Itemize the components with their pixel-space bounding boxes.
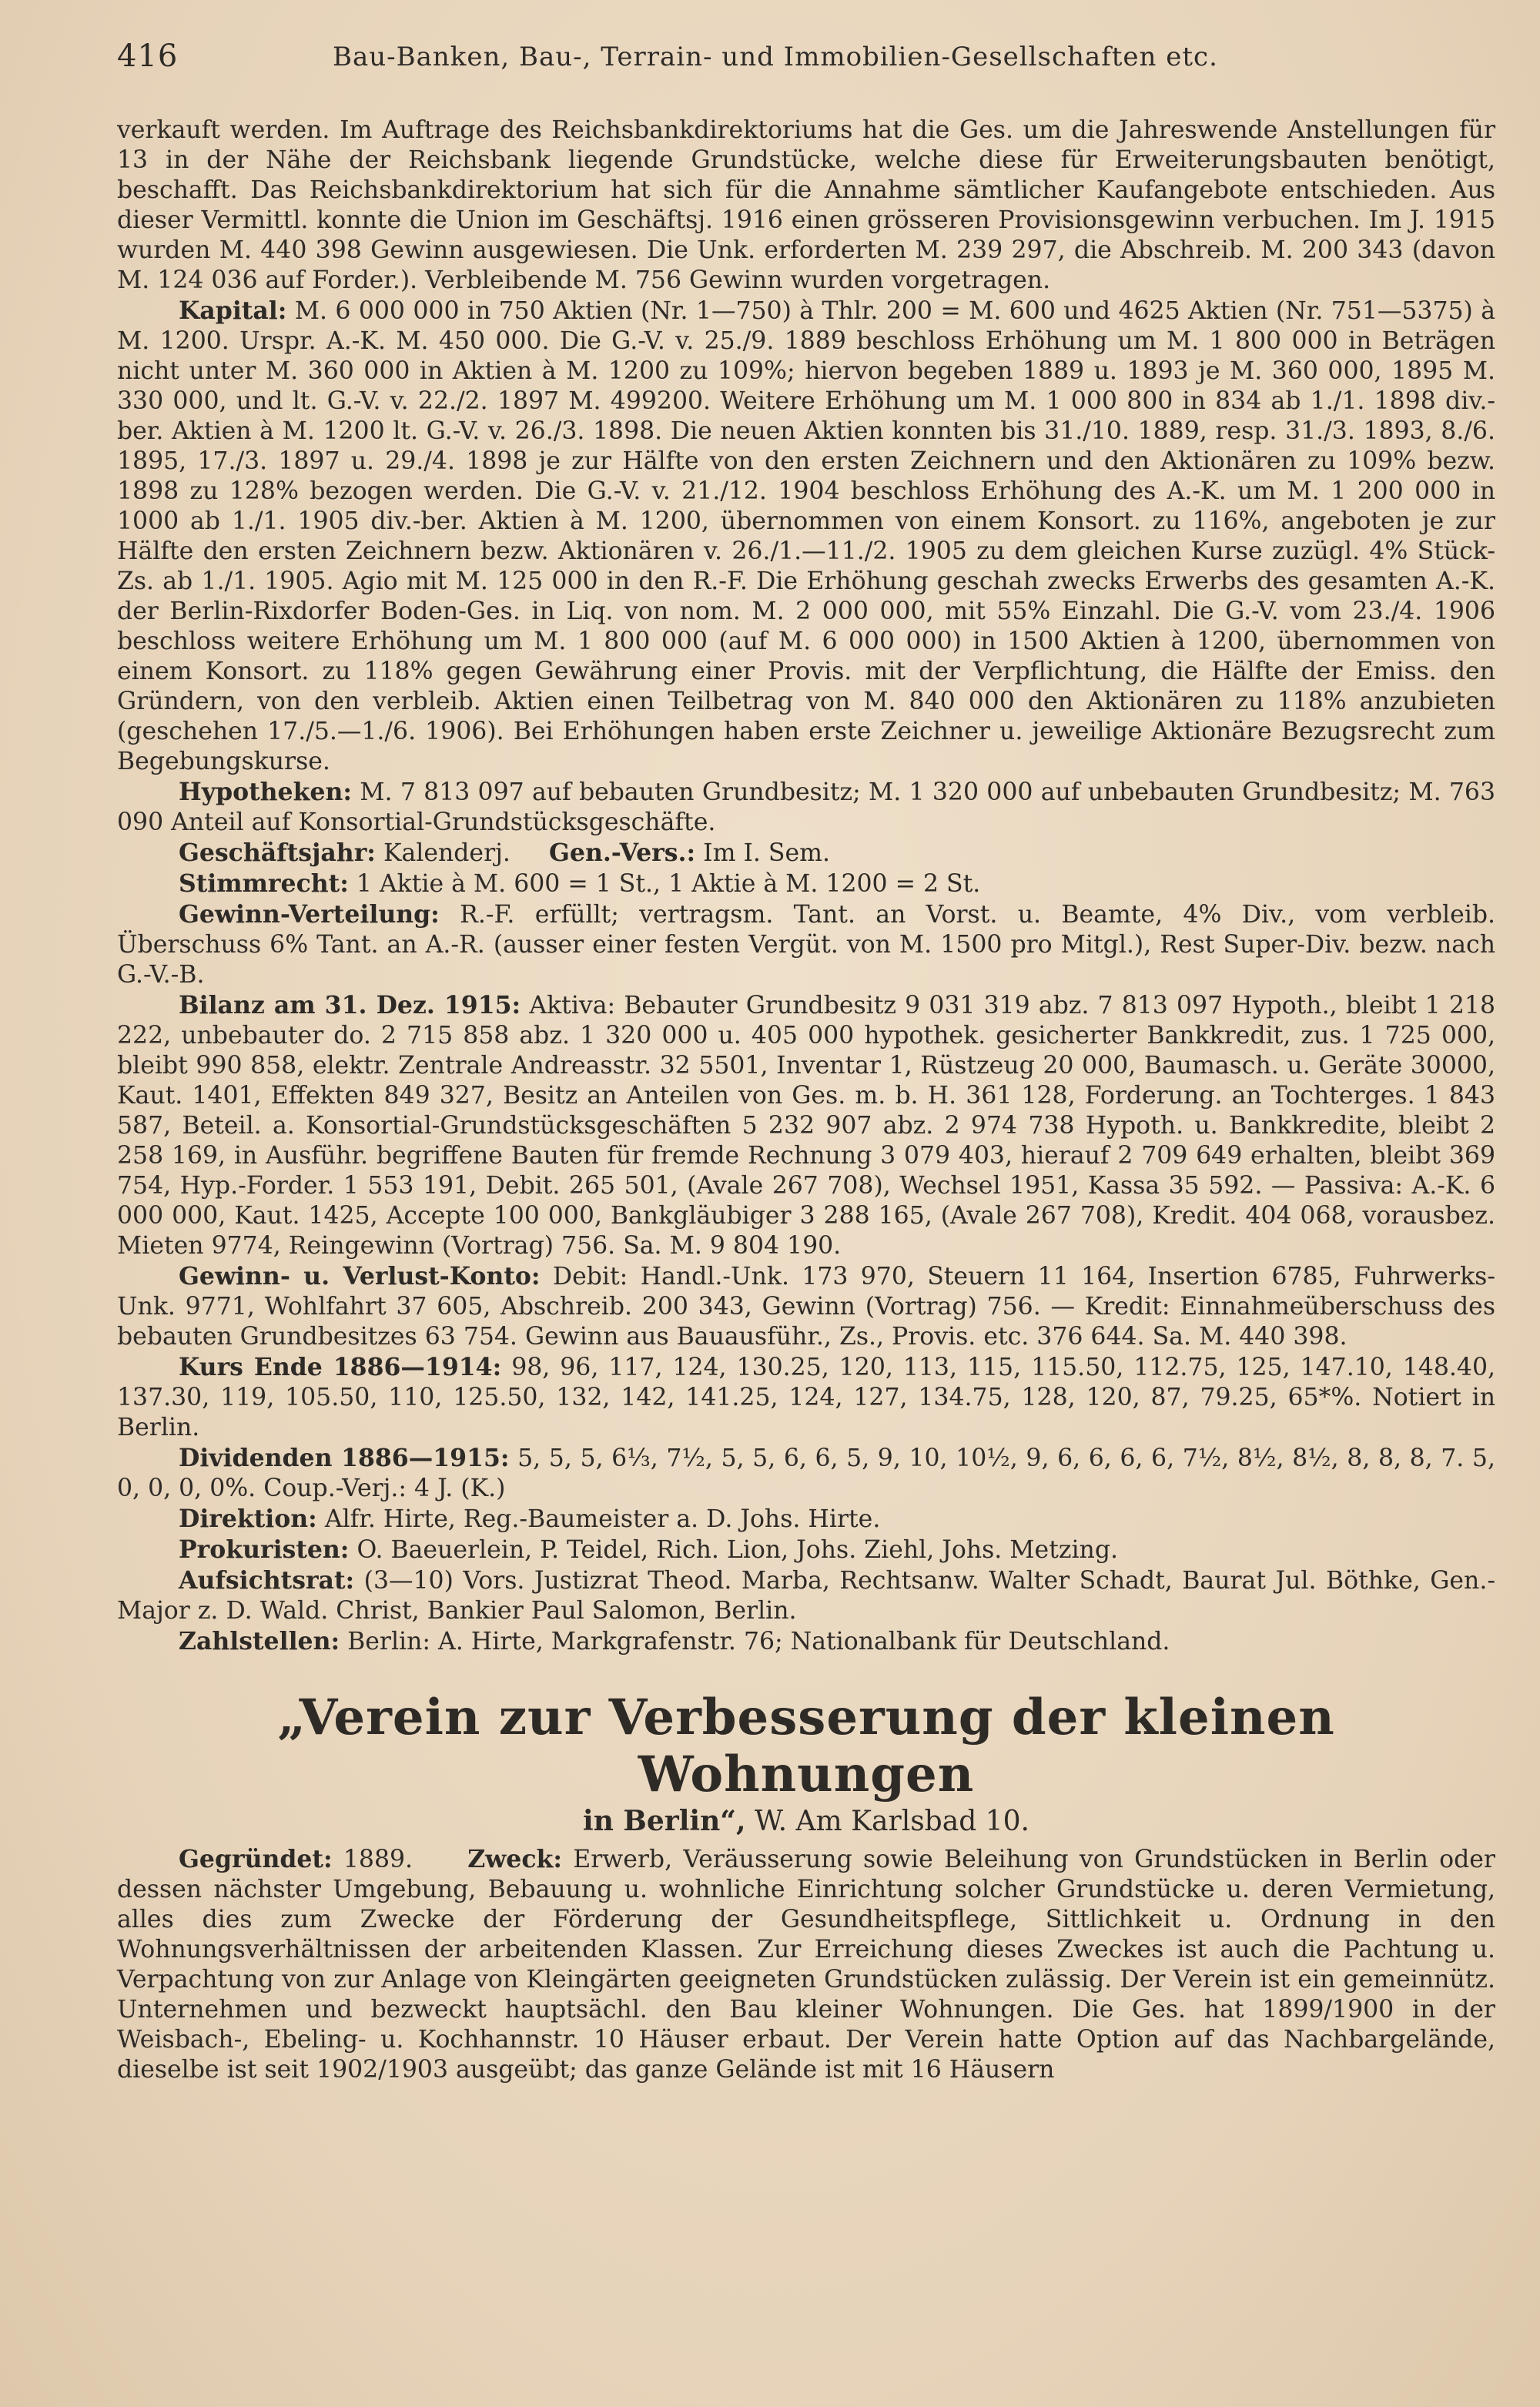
aufsichtsrat-entry — [117, 1565, 1495, 1626]
dividenden-entry — [117, 1443, 1495, 1504]
page-body — [117, 115, 1495, 2085]
geschaeftsjahr-label: Geschäftsjahr: — [179, 839, 376, 867]
geschaeftsjahr-entry — [117, 838, 1495, 869]
intro-paragraph: verkauft werden. Im Auftrage des Reichsbankdirektoriums hat die Ges. um die Jahreswende Anstellungen für 13 in der Nähe der Reichsbank liegende Grundstücke, welche diese für Erweiterungsbauten benötigt, beschafft. Das Reichsbankdirektorium hat sich für die Annahme sämtlicher Kaufangebote entschieden. Aus dieser Vermittl. konnte die Union im Geschäftsj. 1916 einen grösseren Provisionsgewinn verbuchen. Im J. 1915 wurden M. 440 398 Gewinn ausgewiesen. Die Unk. erforderten M. 239 297, die Abschreib. M. 200 343 (davon M. 124 036 auf Forder.). Verbleibende M. 756 Gewinn wurden vorgetragen. — [117, 116, 1495, 294]
running-title: Bau-Banken, Bau-, Terrain- und Immobilien-Gesellschaften etc. — [333, 42, 1218, 72]
kurs-entry — [117, 1352, 1495, 1443]
verein-entry — [117, 1844, 1495, 2085]
bilanz-entry — [117, 990, 1495, 1261]
zahlstellen-label: Zahlstellen: — [179, 1627, 340, 1655]
bilanz-text: Aktiva: Bebauter Grundbesitz 9 031 319 abz. 7 813 097 Hypoth., bleibt 1 218 222, unbebauter do. 2 715 858 abz. 1 320 000 u. 405 000 hypothek. gesicherter Bankkredit, zus. 1 725 000, bleibt 990 858, elektr. Zentrale Andreasstr. 32 5501, Inventar 1, Rüstzeug 20 000, Baumasch. u. Geräte 30000, Kaut. 1401, Effekten 849 327, Besitz an Anteilen von Ges. m. b. H. 361 128, Forderung. an Tochterges. 1 843 587, Beteil. a. Konsortial-Grundstücksgeschäften 5 232 907 abz. 2 974 738 Hypoth. u. Bankkredite, bleibt 2 258 169, in Ausführ. begriffene Bauten für fremde Rechnung 3 079 403, hierauf 2 709 649 erhalten, bleibt 369 754, Hyp.-Forder. 1 553 191, Debit. 265 501, (Avale 267 708), Wechsel 1951, Kassa 35 592. — Passiva: A.-K. 6 000 000, Kaut. 1425, Accepte 100 000, Bankgläubiger 3 288 165, (Avale 267 708), Kredit. 404 068, vorausbez. Mieten 9774, Reingewinn (Vortrag) 756. Sa. M. 9 804 190. — [117, 992, 1495, 1260]
aufsichtsrat-text: (3—10) Vors. Justizrat Theod. Marba, Rechtsanw. Walter Schadt, Baurat Jul. Böthke, Gen.-Major z. D. Wald. Christ, Bankier Paul Salomon, Berlin. — [117, 1567, 1495, 1625]
stimmrecht-text: 1 Aktie à M. 600 = 1 St., 1 Aktie à M. 1200 = 2 St. — [356, 870, 981, 898]
kapital-label: Kapital: — [179, 296, 287, 325]
hypotheken-text: M. 7 813 097 auf bebauten Grundbesitz; M. 1 320 000 auf unbebauten Grundbesitz; M. 763 090 Anteil auf Konsortial-Grundstücksgeschäfte. — [117, 778, 1495, 836]
direktion-text: Alfr. Hirte, Reg.-Baumeister a. D. Johs. Hirte. — [324, 1505, 881, 1533]
guv-entry — [117, 1261, 1495, 1352]
guv-label: Gewinn- u. Verlust-Konto: — [179, 1262, 541, 1291]
section-title: „Verein zur Verbesserung der kleinen Wohnungen — [277, 1689, 1335, 1803]
guv-text: Debit: Handl.-Unk. 173 970, Steuern 11 164, Insertion 6785, Fuhrwerks-Unk. 9771, Wohlfahrt 37 605, Abschreib. 200 343, Gewinn (Vortrag) 756. — Kredit: Einnahmeüberschuss des bebauten Grundbesitzes 63 754. Gewinn aus Bauausführ., Zs., Provis. etc. 376 644. Sa. M. 440 398. — [117, 1263, 1495, 1351]
hypotheken-entry — [117, 777, 1495, 838]
kapital-text: M. 6 000 000 in 750 Aktien (Nr. 1—750) à Thlr. 200 = M. 600 und 4625 Aktien (Nr. 751—5375) à M. 1200. Urspr. A.-K. M. 450 000. Die G.-V. v. 25./9. 1889 beschloss Erhöhung um M. 1 800 000 in Beträgen nicht unter M. 360 000 in Aktien à M. 1200 zu 109%; hiervon begeben 1889 u. 1893 je M. 360 000, 1895 M. 330 000, und lt. G.-V. v. 22./2. 1897 M. 499200. Weitere Erhöhung um M. 1 000 800 in 834 ab 1./1. 1898 div.-ber. Aktien à M. 1200 lt. G.-V. v. 26./3. 1898. Die neuen Aktien konnten bis 31./10. 1889, resp. 31./3. 1893, 8./6. 1895, 17./3. 1897 u. 29./4. 1898 je zur Hälfte von den ersten Zeichnern und den Aktionären zu 109% bezw. 1898 zu 128% bezogen werden. Die G.-V. v. 21./12. 1904 beschloss Erhöhung des A.-K. um M. 1 200 000 in 1000 ab 1./1. 1905 div.-ber. Aktien à M. 1200, übernommen von einem Konsort. zu 116%, angeboten je zur Hälfte den ersten Zeichnern bezw. Aktionären v. 26./1.—11./2. 1905 zu dem gleichen Kurse zuzügl. 4% Stück-Zs. ab 1./1. 1905. Agio mit M. 125 000 in den R.-F. Die Erhöhung geschah zwecks Erwerbs des gesamten A.-K. der Berlin-Rixdorfer Boden-Ges. in Liq. von nom. M. 2 000 000, mit 55% Einzahl. Die G.-V. vom 23./4. 1906 beschloss weitere Erhöhung um M. 1 800 000 (auf M. 6 000 000) in 1500 Aktien à 1200, übernommen von einem Konsort. zu 118% gegen Gewährung einer Provis. mit der Verpflichtung, die Hälfte der Emiss. den Gründern, von den verbleib. Aktien einen Teilbetrag von M. 840 000 den Aktionären zu 118% anzubieten (geschehen 17./5.—1./6. 1906). Bei Erhöhungen haben erste Zeichner u. jeweilige Aktionäre Bezugsrecht zum Begebungskurse. — [117, 297, 1496, 775]
bilanz-label: Bilanz am 31. Dez. 1915: — [179, 991, 521, 1019]
aufsichtsrat-label: Aufsichtsrat: — [179, 1566, 355, 1595]
section-subtitle — [117, 1803, 1495, 1840]
dividenden-label: Dividenden 1886—1915: — [179, 1444, 510, 1472]
kurs-label: Kurs Ende 1886—1914: — [179, 1353, 502, 1381]
stimmrecht-label: Stimmrecht: — [179, 869, 349, 898]
prokuristen-text: O. Baeuerlein, P. Teidel, Rich. Lion, Johs. Ziehl, Johs. Metzing. — [357, 1536, 1118, 1564]
prokuristen-entry — [117, 1535, 1495, 1565]
kapital-entry — [117, 296, 1495, 777]
geschaeftsjahr-text: Kalenderj. — [383, 839, 511, 867]
genvers-text: Im I. Sem. — [703, 839, 831, 867]
page-number: 416 — [117, 38, 179, 74]
dividenden-text: 5, 5, 5, 6⅓, 7½, 5, 5, 6, 6, 5, 9, 10, 10½, 9, 6, 6, 6, 6, 7½, 8½, 8½, 8, 8, 8, 7. 5, 0, 0, 0, 0%. Coup.-Verj.: 4 J. (K.) — [117, 1445, 1495, 1502]
direktion-label: Direktion: — [179, 1505, 317, 1533]
zweck-label: Zweck: — [467, 1845, 562, 1873]
zahlstellen-entry — [117, 1626, 1495, 1657]
gewinnverteilung-label: Gewinn-Verteilung: — [179, 900, 440, 929]
direktion-entry — [117, 1504, 1495, 1535]
page-header — [117, 38, 1494, 85]
gegruendet-text: 1889. — [343, 1846, 413, 1873]
gewinnverteilung-text: R.-F. erfüllt; vertragsm. Tant. an Vorst. u. Beamte, 4% Div., vom verbleib. Überschuss 6% Tant. an A.-R. (ausser einer festen Vergüt. von M. 1500 pro Mitgl.), Rest Super-Div. bezw. nach G.-V.-B. — [117, 901, 1496, 989]
gewinnverteilung-entry — [117, 899, 1495, 990]
kurs-text: 98, 96, 117, 124, 130.25, 120, 113, 115, 115.50, 112.75, 125, 147.10, 148.40, 137.30, 119, 105.50, 110, 125.50, 132, 142, 141.25, 124, 127, 134.75, 128, 120, 87, 79.25, 65*%. Notiert in Berlin. — [117, 1354, 1496, 1441]
subtitle-address: W. Am Karlsbad 10. — [754, 1806, 1029, 1837]
genvers-label: Gen.-Vers.: — [549, 839, 696, 867]
gegruendet-label: Gegründet: — [179, 1845, 333, 1873]
prokuristen-label: Prokuristen: — [179, 1535, 350, 1564]
zweck-text: Erwerb, Veräusserung sowie Beleihung von Grundstücken in Berlin oder dessen nächster Umgebung, Bebauung u. wohnliche Einrichtung solcher Grundstücke u. deren Vermietung, alles dies zum Zwecke der Förderung der Gesundheitspflege, Sittlichkeit u. Ordnung in den Wohnungsverhältnissen der arbeitenden Klassen. Zur Erreichung dieses Zweckes ist auch die Pachtung u. Verpachtung von zur Anlage von Kleingärten geeigneten Grundstücken zulässig. Der Verein ist ein gemeinnütz. Unternehmen und bezweckt hauptsächl. den Bau kleiner Wohnungen. Die Ges. hat 1899/1900 in der Weisbach-, Ebeling- u. Kochhannstr. 10 Häuser erbaut. Der Verein hatte Option auf das Nachbargelände, dieselbe ist seit 1902/1903 ausgeübt; das ganze Gelände ist mit 16 Häusern — [117, 1846, 1495, 2084]
stimmrecht-entry — [117, 869, 1495, 899]
hypotheken-label: Hypotheken: — [179, 778, 352, 806]
zahlstellen-text: Berlin: A. Hirte, Markgrafenstr. 76; Nationalbank für Deutschland. — [347, 1628, 1170, 1655]
subtitle-city: in Berlin“, — [583, 1805, 746, 1837]
